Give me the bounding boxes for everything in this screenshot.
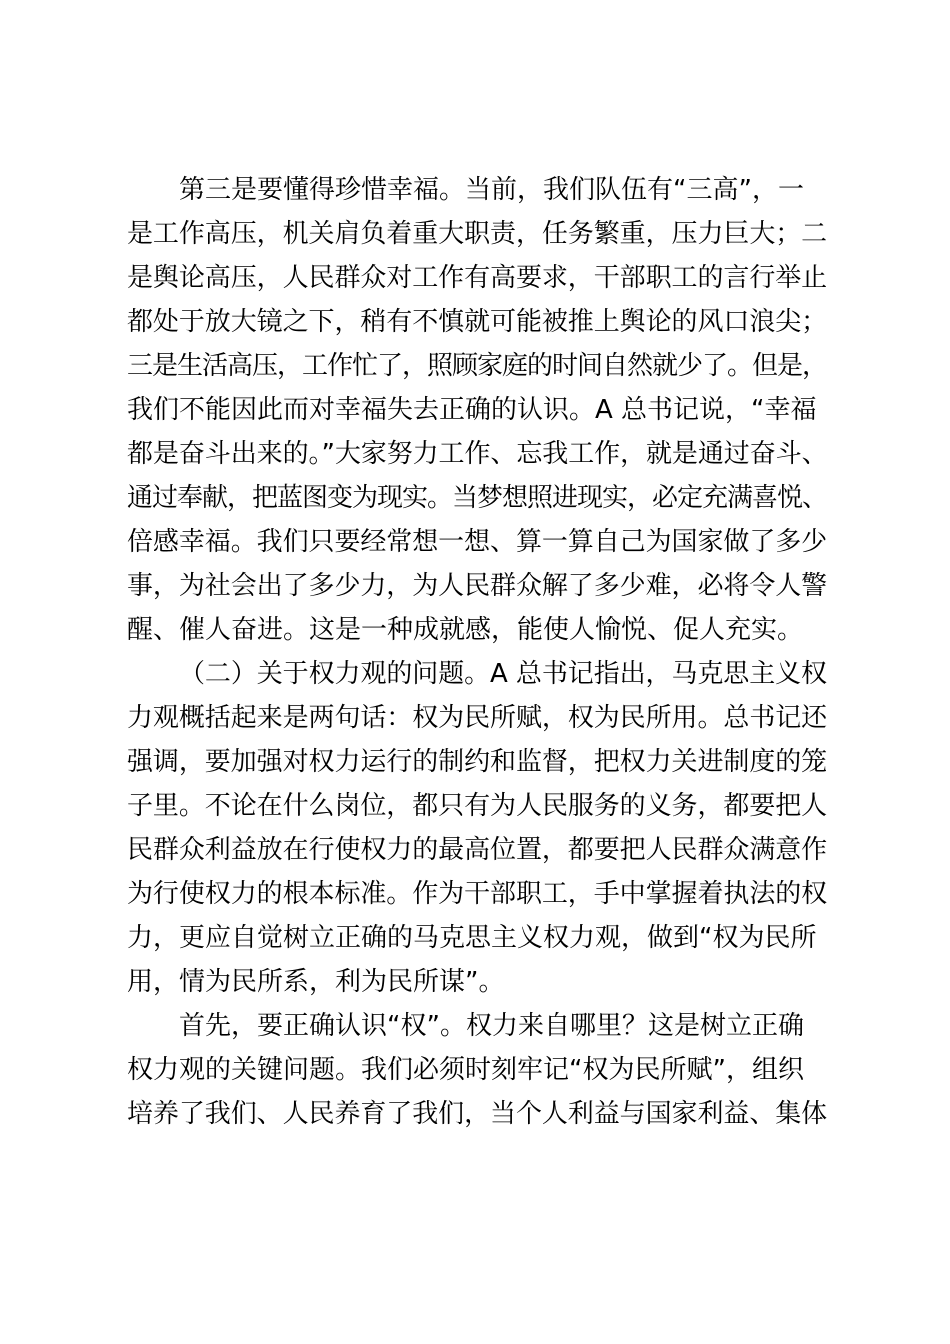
text-line: 第三是要懂得珍惜幸福。当前，我们队伍有“三高”，一 bbox=[179, 175, 804, 205]
text-line: 培养了我们、人民养育了我们，当个人利益与国家利益、集体 bbox=[127, 1099, 828, 1129]
text-line: 通过奉献，把蓝图变为现实。当梦想照进现实，必定充满喜悦、 bbox=[127, 483, 828, 513]
text-line: 都处于放大镜之下，稍有不慎就可能被推上舆论的风口浪尖； bbox=[127, 307, 828, 337]
text-line: 是工作高压，机关肩负着重大职责，任务繁重，压力巨大；二 bbox=[127, 219, 828, 249]
text-line: 强调，要加强对权力运行的制约和监督，把权力关进制度的笼 bbox=[127, 747, 828, 777]
text-line: （二）关于权力观的问题。A 总书记指出，马克思主义权 bbox=[179, 659, 827, 689]
paragraph-power-view bbox=[127, 652, 827, 1004]
text-line: 我们不能因此而对幸福失去正确的认识。A 总书记说，“幸福 bbox=[127, 395, 817, 425]
text-line: 是舆论高压，人民群众对工作有高要求，干部职工的言行举止 bbox=[127, 263, 828, 293]
text-line: 权力观的关键问题。我们必须时刻牢记“权为民所赋”，组织 bbox=[127, 1055, 804, 1085]
text-line: 三是生活高压，工作忙了，照顾家庭的时间自然就少了。但是， bbox=[127, 351, 828, 381]
text-line: 首先，要正确认识“权”。权力来自哪里？这是树立正确 bbox=[179, 1011, 804, 1041]
paragraph-understand-power bbox=[127, 1004, 827, 1136]
text-line: 民群众利益放在行使权力的最高位置，都要把人民群众满意作 bbox=[127, 835, 828, 865]
text-line: 力，更应自觉树立正确的马克思主义权力观，做到“权为民所 bbox=[127, 923, 817, 953]
document-body bbox=[127, 168, 827, 1136]
text-line: 倍感幸福。我们只要经常想一想、算一算自己为国家做了多少 bbox=[127, 527, 828, 557]
text-line: 用，情为民所系，利为民所谋”。 bbox=[127, 967, 505, 997]
text-line: 力观概括起来是两句话：权为民所赋，权为民所用。总书记还 bbox=[127, 703, 828, 733]
text-line: 醒、催人奋进。这是一种成就感，能使人愉悦、促人充实。 bbox=[127, 615, 804, 645]
paragraph-happiness bbox=[127, 168, 827, 652]
text-line: 子里。不论在什么岗位，都只有为人民服务的义务，都要把人 bbox=[127, 791, 828, 821]
text-line: 事，为社会出了多少力，为人民群众解了多少难，必将令人警 bbox=[127, 571, 828, 601]
text-line: 为行使权力的根本标准。作为干部职工，手中掌握着执法的权 bbox=[127, 879, 828, 909]
text-line: 都是奋斗出来的。”大家努力工作、忘我工作，就是通过奋斗、 bbox=[127, 439, 828, 469]
